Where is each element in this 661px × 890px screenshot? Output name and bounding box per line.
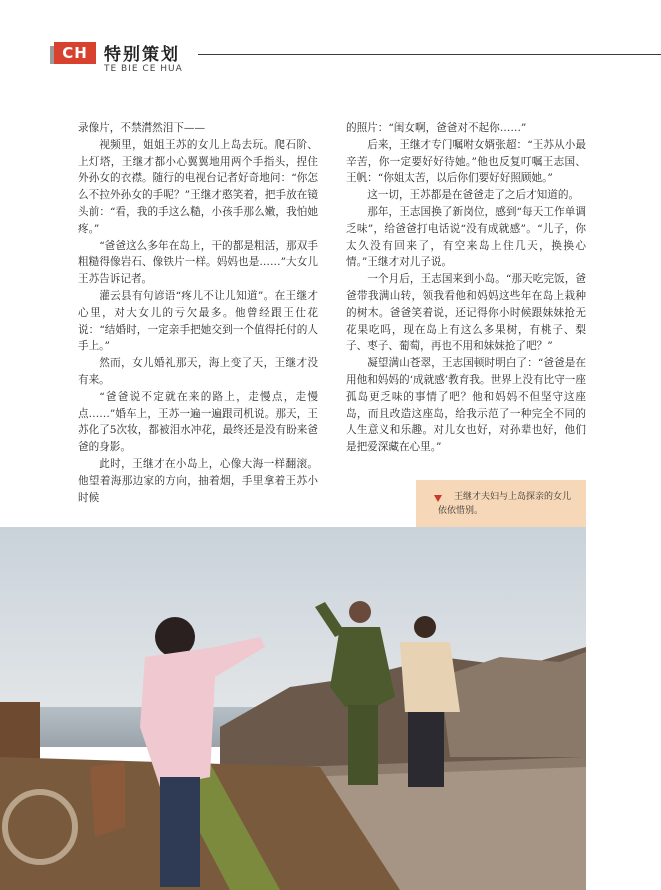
- paragraph: 那年，王志国换了新岗位，感到“每天工作单调乏味”，给爸爸打电话说“没有成就感”。“儿子，你太久没有回来了，有空来岛上住几天，换换心情。”王继才对儿子说。: [346, 205, 586, 269]
- paragraph: 灌云县有句谚语“疼儿不让儿知道”。在王继才心里，对大女儿的亏欠最多。他曾经跟王仕花说：“结婚时，一定亲手把她交到一个值得托付的人手上。”: [78, 289, 318, 353]
- paragraph: 这一切，王苏都是在爸爸走了之后才知道的。: [367, 189, 580, 202]
- section-badge: CH: [54, 42, 96, 64]
- section-title: 特别策划: [104, 45, 180, 65]
- paragraph: “爸爸这么多年在岛上，干的都是粗活，那双手粗糙得像岩石、像铁片一样。妈妈也是……”大女儿王苏告诉记者。: [78, 239, 318, 286]
- section-header: [0, 0, 661, 90]
- header-rule: [198, 54, 661, 55]
- jar: [90, 762, 125, 837]
- paragraph: 此时，王继才在小岛上，心像大海一样翻滚。他望着海那边家的方向，抽着烟，手里拿着王苏小时候: [78, 457, 318, 504]
- paragraph: 的照片：“闺女啊，爸爸对不起你……”: [346, 122, 527, 134]
- paragraph: “爸爸说不定就在来的路上，走慢点，走慢点……”婚车上，王苏一遍一遍跟司机说。那天，王苏化了5次妆，都被泪水冲花，最终还是没有盼来爸爸的身影。: [78, 390, 318, 454]
- photo-illustration: [0, 527, 586, 890]
- paragraph: 录像片，不禁潸然泪下——: [78, 122, 206, 134]
- paragraph: 一个月后，王志国来到小岛。“那天吃完饭，爸爸带我满山转，领我看他和妈妈这些年在岛上栽种的树木。爸爸笑着说，还记得你小时候跟妹妹抢无花果吃吗，现在岛上有这么多果树，有桃子、梨子、枣子、葡萄，再也不用和妹妹抢了吧？”: [346, 273, 586, 353]
- paragraph: 凝望满山苍翠，王志国顿时明白了：“爸爸是在用他和妈妈的‘成就感’教育我。世界上没有比守一座孤岛更乏味的事情了吧？他和妈妈不但坚守这座岛，而且改造这座岛，给我示范了一种完全不同的人生意义和乐趣。对儿女也好，对孙辈也好，他们是把爱深藏在心里。”: [346, 357, 586, 454]
- paragraph: 后来，王继才专门嘱咐女婿张超：“王苏从小最辛苦，你一定要好好待她。”他也反复叮嘱王志国、王帆：“你姐太苦，以后你们要好好照顾她。”: [346, 138, 586, 185]
- paragraph: 然而，女儿婚礼那天，海上变了天，王继才没有来。: [78, 357, 318, 386]
- article-photo: [0, 527, 586, 890]
- article-column-right: [346, 120, 586, 456]
- photo-caption: 王继才夫妇与上岛探亲的女儿依依惜别。: [438, 492, 572, 516]
- paragraph: 视频里，姐姐王苏的女儿上岛去玩。爬石阶、上灯塔，王继才都小心翼翼地用两个手指头，捏住外孙女的衣襟。随行的电视台记者好奇地问：“你怎么不拉外孙女的手呢？”王继才憨笑着，把手放在镜头前：“看，我的手这么糙，小孩手那么嫩，我怕她疼。”: [78, 138, 318, 235]
- section-pinyin: TE BIE CE HUA: [104, 64, 183, 74]
- article-column-left: [78, 120, 318, 506]
